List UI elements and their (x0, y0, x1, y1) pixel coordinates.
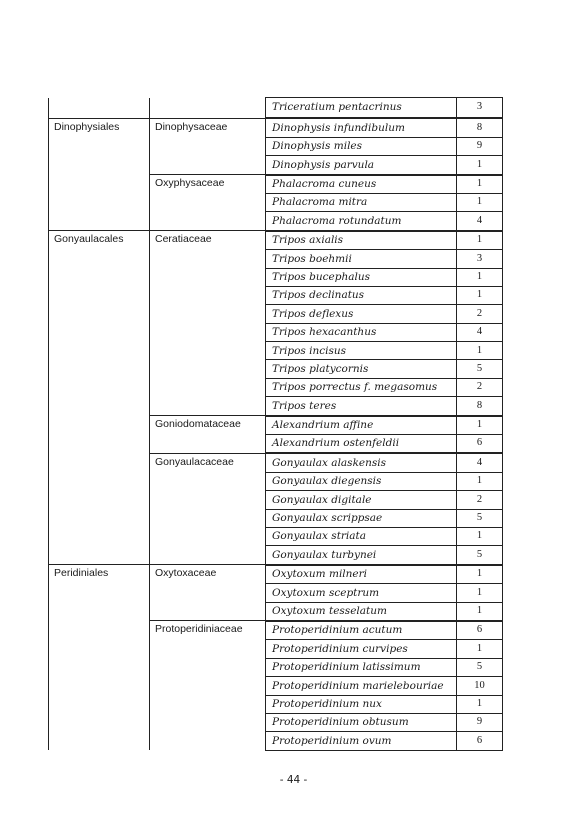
species-name-cell: Tripos deflexus (266, 305, 457, 323)
species-name-cell: Protoperidinium curvipes (266, 640, 457, 658)
species-name-cell: Gonyaulax turbynei (266, 546, 457, 565)
species-name-cell: Tripos bucephalus (266, 268, 457, 286)
table-row (49, 565, 503, 584)
order-cell: Peridiniales (49, 565, 150, 750)
count-cell: 4 (457, 453, 503, 472)
species-name-cell: Phalacroma cuneus (266, 175, 457, 194)
count-cell: 1 (457, 565, 503, 584)
count-cell: 3 (457, 250, 503, 268)
family-cell: Ceratiaceae (150, 231, 266, 416)
species-name-cell: Alexandrium affine (266, 416, 457, 435)
count-cell: 2 (457, 305, 503, 323)
count-cell: 1 (457, 286, 503, 304)
species-name-cell: Protoperidinium ovum (266, 732, 457, 750)
count-cell: 1 (457, 527, 503, 545)
count-cell: 1 (457, 156, 503, 175)
count-cell: 1 (457, 472, 503, 490)
species-name-cell: Gonyaulax scrippsae (266, 509, 457, 527)
species-name-cell: Protoperidinium obtusum (266, 713, 457, 731)
species-name-cell: Gonyaulax digitale (266, 491, 457, 509)
species-name-cell: Protoperidinium latissimum (266, 658, 457, 676)
count-cell: 1 (457, 342, 503, 360)
species-name-cell: Tripos axialis (266, 231, 457, 250)
count-cell: 5 (457, 360, 503, 378)
species-name-cell: Gonyaulax striata (266, 527, 457, 545)
count-cell: 1 (457, 640, 503, 658)
count-cell: 1 (457, 175, 503, 194)
family-cell: Oxyphysaceae (150, 175, 266, 231)
count-cell: 8 (457, 118, 503, 137)
count-cell: 2 (457, 491, 503, 509)
species-name-cell: Oxytoxum sceptrum (266, 584, 457, 602)
count-cell: 1 (457, 695, 503, 713)
species-name-cell: Phalacroma rotundatum (266, 212, 457, 231)
species-name-cell: Phalacroma mitra (266, 193, 457, 211)
count-cell: 6 (457, 435, 503, 454)
species-table (48, 97, 503, 751)
count-cell: 1 (457, 231, 503, 250)
count-cell: 1 (457, 416, 503, 435)
species-name-cell: Tripos hexacanthus (266, 323, 457, 341)
species-name-cell: Tripos incisus (266, 342, 457, 360)
species-name-cell: Tripos platycornis (266, 360, 457, 378)
count-cell: 2 (457, 378, 503, 396)
order-cell (49, 98, 150, 119)
count-cell: 5 (457, 509, 503, 527)
species-name-cell: Tripos boehmii (266, 250, 457, 268)
species-name-cell: Protoperidinium nux (266, 695, 457, 713)
count-cell: 4 (457, 212, 503, 231)
order-cell: Dinophysiales (49, 118, 150, 230)
count-cell: 10 (457, 677, 503, 695)
count-cell: 6 (457, 621, 503, 640)
species-name-cell: Gonyaulax diegensis (266, 472, 457, 490)
family-cell (150, 98, 266, 119)
family-cell: Oxytoxaceae (150, 565, 266, 621)
species-name-cell: Alexandrium ostenfeldii (266, 435, 457, 454)
species-name-cell: Tripos porrectus f. megasomus (266, 378, 457, 396)
species-name-cell: Tripos teres (266, 397, 457, 416)
table-row (49, 231, 503, 250)
species-name-cell: Protoperidinium acutum (266, 621, 457, 640)
table-row (49, 118, 503, 137)
family-cell: Gonyaulacaceae (150, 453, 266, 564)
count-cell: 9 (457, 713, 503, 731)
family-cell: Protoperidiniaceae (150, 621, 266, 750)
count-cell: 8 (457, 397, 503, 416)
species-name-cell: Dinophysis parvula (266, 156, 457, 175)
species-name-cell: Dinophysis infundibulum (266, 118, 457, 137)
species-name-cell: Tripos declinatus (266, 286, 457, 304)
page-number: - 44 - (279, 774, 308, 786)
species-table-body (49, 98, 503, 751)
order-cell: Gonyaulacales (49, 231, 150, 565)
family-cell: Goniodomataceae (150, 416, 266, 454)
count-cell: 5 (457, 658, 503, 676)
species-name-cell: Oxytoxum milneri (266, 565, 457, 584)
family-cell: Dinophysaceae (150, 118, 266, 174)
count-cell: 5 (457, 546, 503, 565)
count-cell: 3 (457, 98, 503, 119)
species-name-cell: Oxytoxum tesselatum (266, 602, 457, 621)
count-cell: 1 (457, 268, 503, 286)
table-row (49, 98, 503, 119)
species-name-cell: Gonyaulax alaskensis (266, 453, 457, 472)
species-name-cell: Triceratium pentacrinus (266, 98, 457, 119)
count-cell: 1 (457, 602, 503, 621)
species-name-cell: Dinophysis miles (266, 137, 457, 155)
count-cell: 6 (457, 732, 503, 750)
count-cell: 1 (457, 584, 503, 602)
count-cell: 4 (457, 323, 503, 341)
count-cell: 9 (457, 137, 503, 155)
count-cell: 1 (457, 193, 503, 211)
species-name-cell: Protoperidinium marielebouriae (266, 677, 457, 695)
